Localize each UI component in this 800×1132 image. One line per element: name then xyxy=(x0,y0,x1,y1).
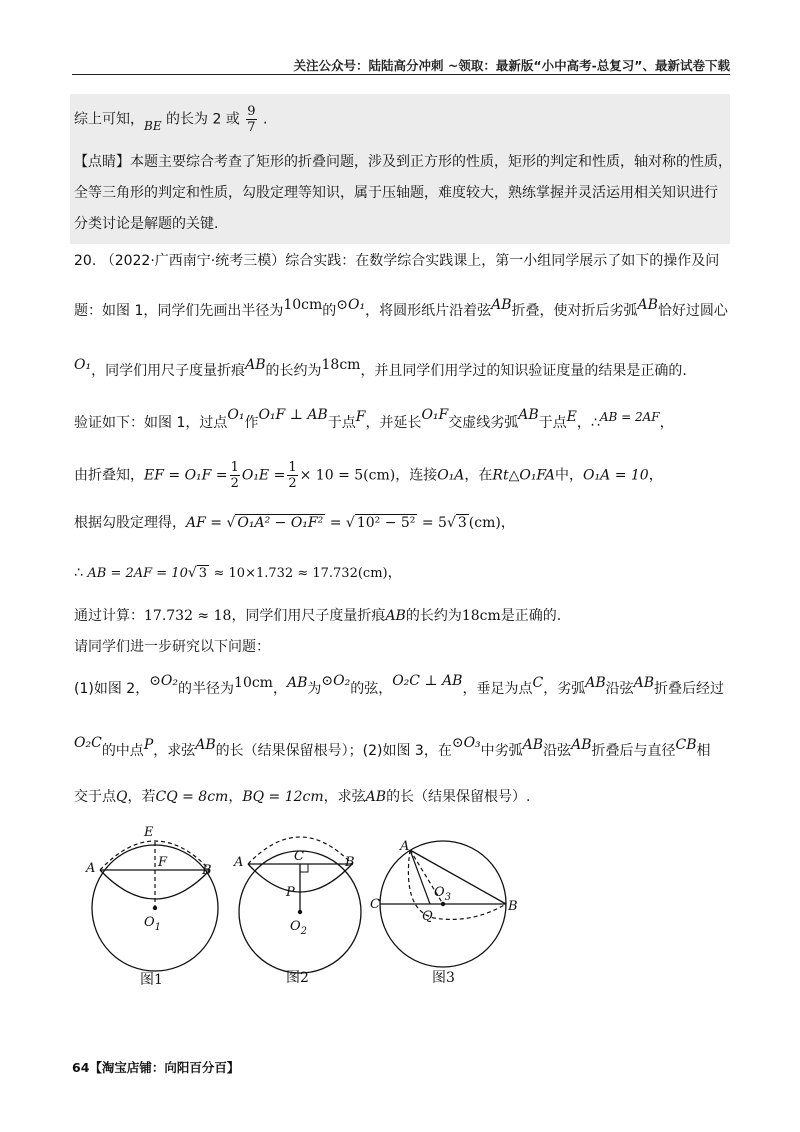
header-divider xyxy=(72,74,730,75)
page-number: 64 xyxy=(72,1060,90,1075)
fig3-caption: 图3 xyxy=(432,970,455,986)
problem-line-1: 20. （2022·广西南宁·统考三模）综合实践：在数学综合实践课上，第一小组同学展示了如下的操作及问 xyxy=(74,253,720,269)
fig2-caption: 图2 xyxy=(286,970,309,986)
fig1-caption: 图1 xyxy=(140,972,163,988)
figure-1 xyxy=(84,820,234,990)
fig3-label-c: C xyxy=(370,897,380,912)
page-footer xyxy=(72,1058,239,1076)
problem-line-11: O₂C的中点P，求弦AB的长（结果保留根号）；(2)如图 3，在⊙O₃中劣弧AB沿弦AB折叠后与直径CB相 xyxy=(74,735,711,759)
fig3-label-q: Q xyxy=(422,909,433,924)
fig1-label-e: E xyxy=(144,825,154,840)
comment-line-1: 【点睛】本题主要综合考查了矩形的折叠问题，涉及到正方形的性质，矩形的判定和性质，轴对称的性质， xyxy=(74,154,732,170)
problem-line-5: 由折叠知，EF = O₁F = $\frac{1}{2}$ O₁E = $\frac{1}{2}$ × 10 = 5(cm)，连接O₁A，在Rt△O₁FA中，O₁A = 10， xyxy=(74,460,663,491)
problem-line-4: 验证如下：如图 1，过点O₁作O₁F ⊥ AB于点F，并延长O₁F交虚线劣弧AB于点E，∴AB = 2AF， xyxy=(74,407,674,431)
problem-line-3: O₁，同学们用尺子度量折痕AB的长约为18cm，并且同学们用学过的知识验证度量的结果是正确的. xyxy=(74,357,687,379)
fig3-label-a: A xyxy=(400,839,410,854)
comment-line-3: 分类讨论是解题的关键. xyxy=(74,216,219,232)
fig1-center-dot xyxy=(153,906,157,910)
problem-line-9: 请同学们进一步研究以下问题： xyxy=(74,639,270,655)
comment-line-2: 全等三角形的判定和性质，勾股定理等知识，属于压轴题，难度较大，熟练掌握并灵活运用相关知识进行 xyxy=(74,185,718,201)
fig1-label-o: $O_1$ xyxy=(144,915,162,933)
fig2-label-b: B xyxy=(345,855,355,870)
fig2-label-c: C xyxy=(294,849,304,864)
fig3-chord-ab xyxy=(410,850,506,904)
problem-line-2: 题：如图 1，同学们先画出半径为10cm的⊙O₁，将圆形纸片沿着弦AB折叠，使对折后劣弧AB恰好过圆心 xyxy=(74,297,728,319)
fig2-label-a: A xyxy=(234,855,244,870)
problem-line-12: 交于点Q，若CQ = 8cm，BQ = 12cm，求弦AB的长（结果保留根号）. xyxy=(74,789,531,805)
fig1-label-f: F xyxy=(158,855,168,870)
answer-line: 综上可知，BE 的长为 2 或 $\frac{9}{7}$ . xyxy=(74,104,268,135)
page-header: 关注公众号：陆陆高分冲刺 ~领取：最新版“小中高考-总复习”、最新试卷下载 xyxy=(293,58,730,73)
fig3-label-b: B xyxy=(508,899,518,914)
fig1-label-a: A xyxy=(86,861,96,876)
fig2-right-angle-mark xyxy=(300,864,308,872)
fig3-label-o: $O_3$ xyxy=(434,885,452,903)
shop-name: 【淘宝店铺：向阳百分百】 xyxy=(89,1060,240,1075)
fig2-label-p: P xyxy=(286,885,295,900)
problem-line-6: 根据勾股定理得，AF = √ O₁A² − O₁F² = √ 10² − 5² = 5√ 3 (cm)， xyxy=(74,515,515,531)
figure-2 xyxy=(230,820,380,990)
fig2-center-dot xyxy=(298,910,302,914)
problem-line-10: (1)如图 2，⊙O₂的半径为10cm，AB为⊙O₂的弦，O₂C ⊥ AB，垂足为点C，劣弧AB沿弦AB折叠后经过 xyxy=(74,673,725,697)
problem-line-7: ∴ AB = 2AF = 10√ 3 ≈ 10×1.732 ≈ 17.732(cm)， xyxy=(74,565,402,581)
fig1-label-b: B xyxy=(202,863,212,878)
fig2-label-o: $O_2$ xyxy=(290,919,308,937)
problem-line-8: 通过计算：17.732 ≈ 18，同学们用尺子度量折痕AB的长约为18cm是正确的. xyxy=(74,608,562,624)
figure-3 xyxy=(372,820,522,990)
